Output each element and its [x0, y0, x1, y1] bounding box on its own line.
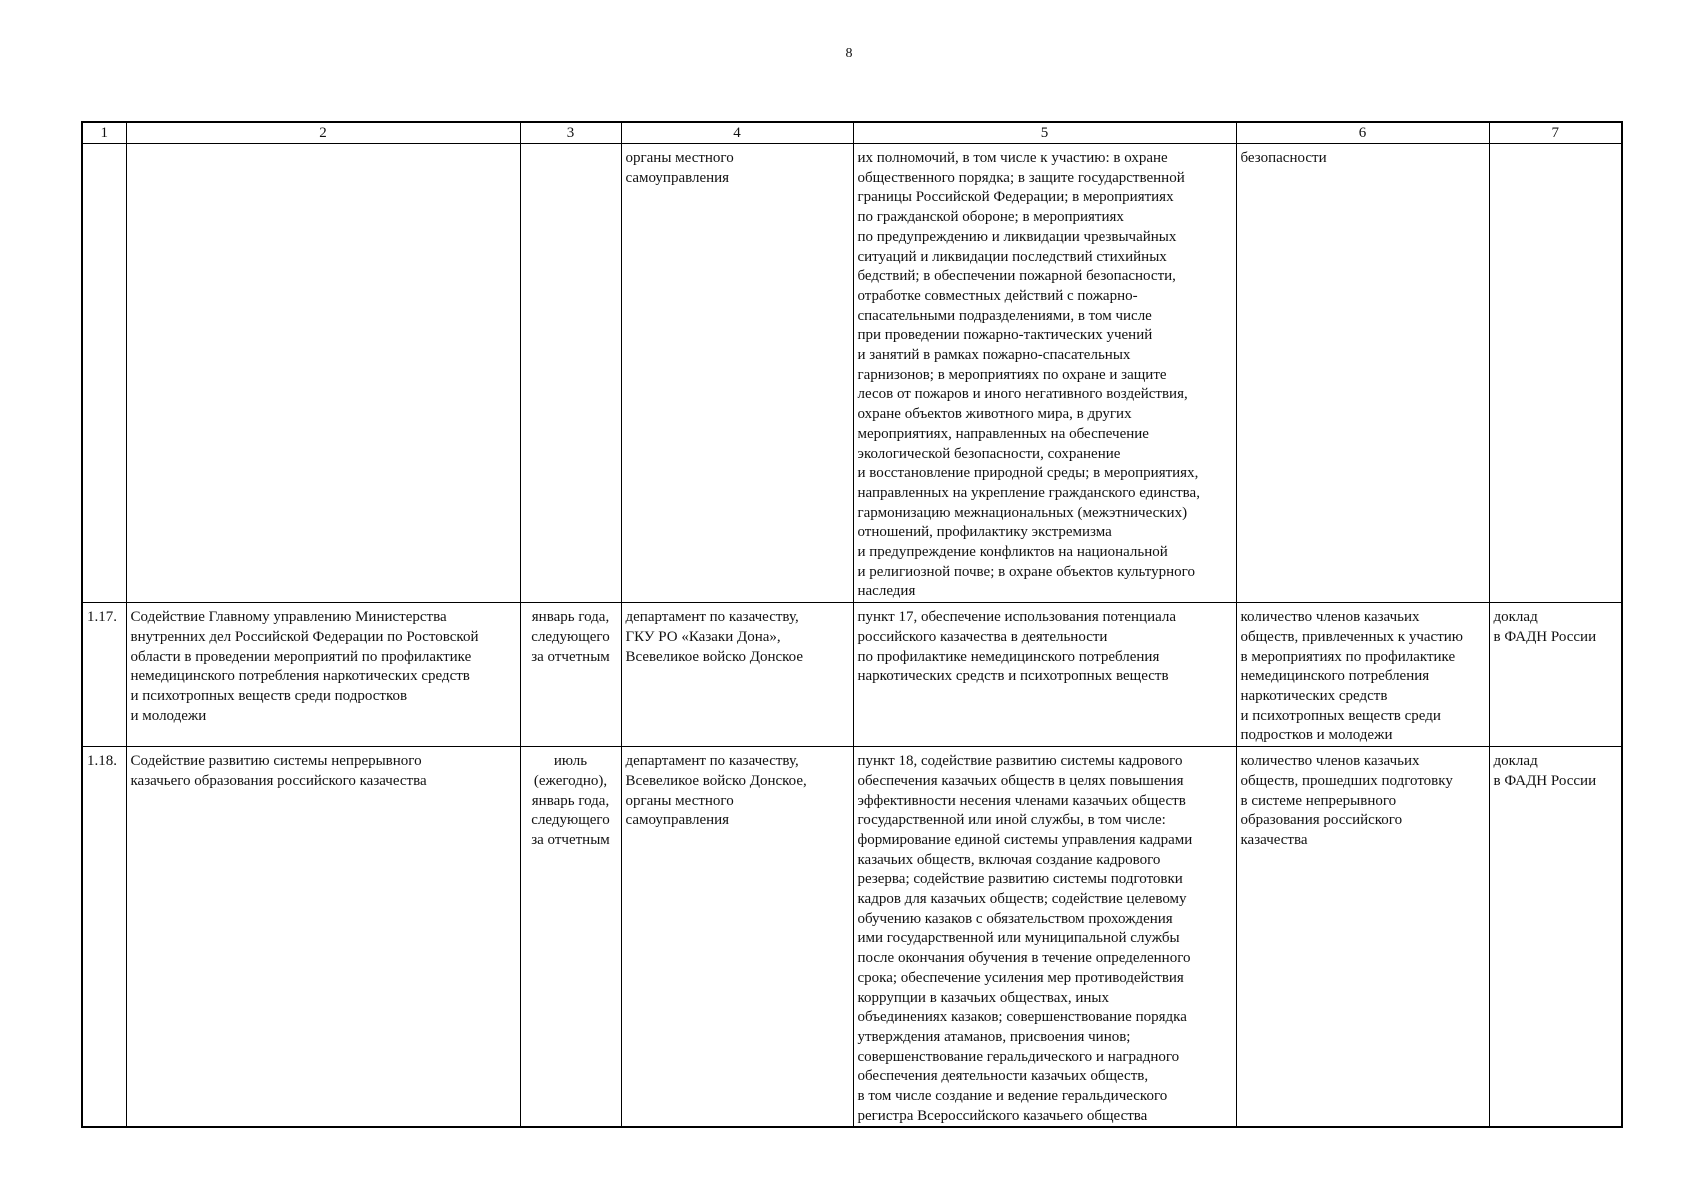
column-header-3: 3 — [520, 122, 621, 144]
table-row — [82, 144, 1622, 603]
result-cell: безопасности — [1236, 144, 1489, 603]
column-header-1: 1 — [82, 122, 126, 144]
page-number: 8 — [845, 46, 853, 61]
indicator-cell: пункт 18, содействие развитию системы кадрового обеспечения казачьих обществ в целях повышения эффективности несения членами казачьих обществ государственной или иной службы, в том числе: формирование единой системы управления кадрами казачьих обществ, включая создание кадрового резерва; содействие развитию системы подготовки кадров для казачьих обществ; содействие целевому обучению казаков с обязательством прохождения ими государственной или муниципальной службы после окончания обучения в течение определенного срока; обеспечение усиления мер противодействия коррупции в казачьих обществах, иных объединениях казаков; совершенствование порядка утверждения атаманов, присвоения чинов; совершенствование геральдического и наградного обеспечения деятельности казачьих обществ, в том числе создание и ведение геральдического регистра Всероссийского казачьего общества — [853, 747, 1236, 1128]
deadline-cell: январь года, следующего за отчетным — [520, 603, 621, 747]
result-cell: количество членов казачьих обществ, прошедших подготовку в системе непрерывного образования российского казачества — [1236, 747, 1489, 1128]
activity-cell: Содействие Главному управлению Министерства внутренних дел Российской Федерации по Ростовской области в проведении мероприятий по профилактике немедицинского потребления наркотических средств и психотропных веществ среди подростков и молодежи — [126, 603, 520, 747]
indicator-cell: их полномочий, в том числе к участию: в охране общественного порядка; в защите государственной границы Российской Федерации; в мероприятиях по гражданской обороне; в мероприятиях по предупреждению и ликвидации чрезвычайных ситуаций и ликвидации последствий стихийных бедствий; в обеспечении пожарной безопасности, отработке совместных действий с пожарно- спасательными подразделениями, в том числе при проведении пожарно-тактических учений и занятий в рамках пожарно-спасательных гарнизонов; в мероприятиях по охране и защите лесов от пожаров и иного негативного воздействия, охране объектов животного мира, в других мероприятиях, направленных на обеспечение экологической безопасности, сохранение и восстановление природной среды; в мероприятиях, направленных на укрепление гражданского единства, гармонизацию межнациональных (межэтнических) отношений, профилактику экстремизма и предупреждение конфликтов на национальной и религиозной почве; в охране объектов культурного наследия — [853, 144, 1236, 603]
deadline-cell — [520, 144, 621, 603]
row-number — [82, 144, 126, 603]
row-number: 1.17. — [82, 603, 126, 747]
column-header-4: 4 — [621, 122, 853, 144]
row-number: 1.18. — [82, 747, 126, 1128]
deadline-cell: июль (ежегодно), январь года, следующего за отчетным — [520, 747, 621, 1128]
plan-table — [81, 121, 1623, 1128]
activity-cell — [126, 144, 520, 603]
header-row — [82, 122, 1622, 144]
report-cell: доклад в ФАДН России — [1489, 747, 1622, 1128]
column-header-7: 7 — [1489, 122, 1622, 144]
activity-cell: Содействие развитию системы непрерывного казачьего образования российского казачества — [126, 747, 520, 1128]
result-cell: количество членов казачьих обществ, привлеченных к участию в мероприятиях по профилактике немедицинского потребления наркотических средств и психотропных веществ среди подростков и молодежи — [1236, 603, 1489, 747]
indicator-cell: пункт 17, обеспечение использования потенциала российского казачества в деятельности по профилактике немедицинского потребления наркотических средств и психотропных веществ — [853, 603, 1236, 747]
column-header-2: 2 — [126, 122, 520, 144]
table-row — [82, 747, 1622, 1128]
report-cell — [1489, 144, 1622, 603]
responsible-cell: органы местного самоуправления — [621, 144, 853, 603]
table-row — [82, 603, 1622, 747]
responsible-cell: департамент по казачеству, Всевеликое войско Донское, органы местного самоуправления — [621, 747, 853, 1128]
report-cell: доклад в ФАДН России — [1489, 603, 1622, 747]
column-header-5: 5 — [853, 122, 1236, 144]
responsible-cell: департамент по казачеству, ГКУ РО «Казаки Дона», Всевеликое войско Донское — [621, 603, 853, 747]
column-header-6: 6 — [1236, 122, 1489, 144]
